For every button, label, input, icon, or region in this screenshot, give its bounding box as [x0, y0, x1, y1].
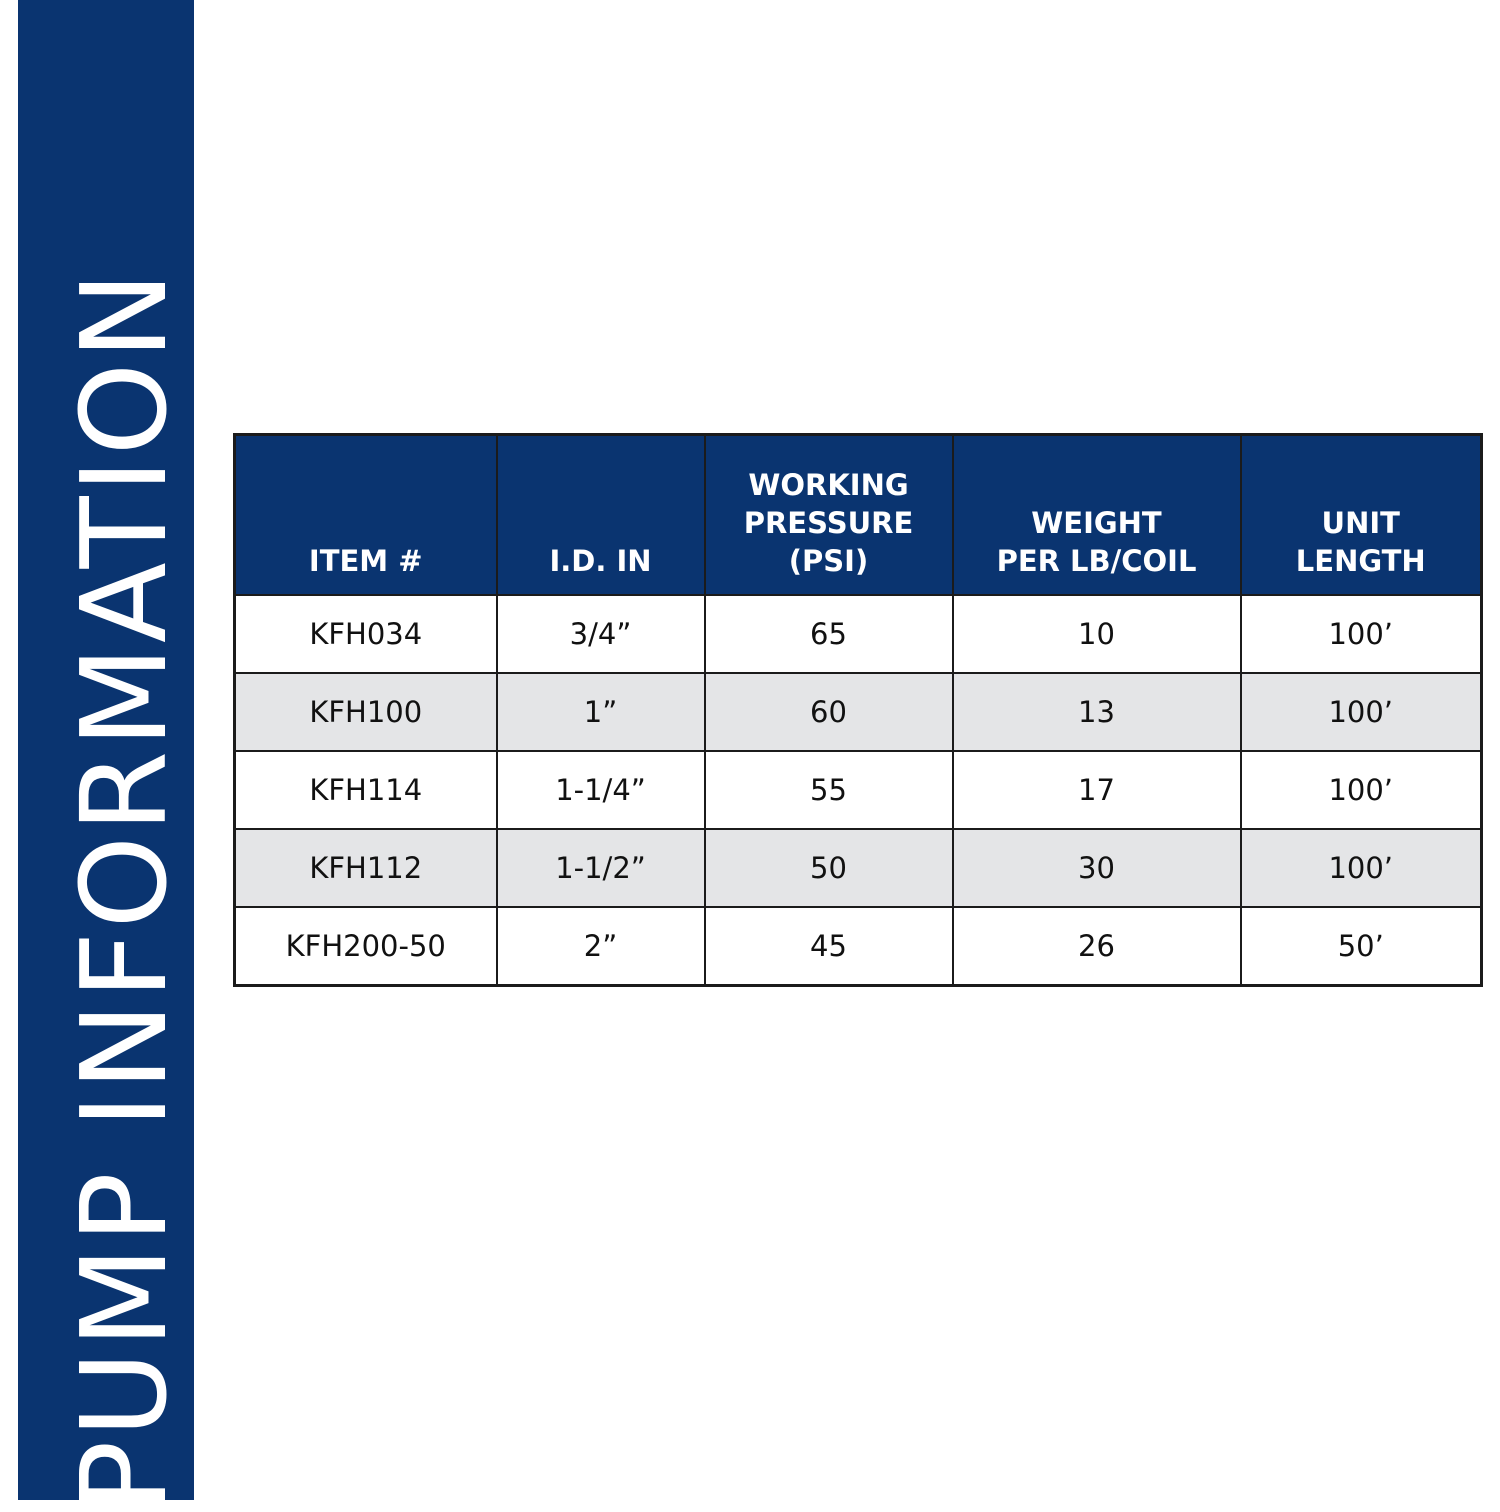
side-banner [18, 0, 194, 1512]
table-cell-length: 100’ [1241, 595, 1482, 673]
spec-table [233, 433, 1483, 987]
column-header-unit-length: UNIT LENGTH [1241, 435, 1482, 595]
table-cell-item: KFH034 [235, 595, 497, 673]
table-cell-item: KFH200-50 [235, 907, 497, 986]
table-cell-pressure: 50 [705, 829, 953, 907]
table-cell-item: KFH112 [235, 829, 497, 907]
table-cell-weight: 13 [953, 673, 1241, 751]
table-cell-id: 1-1/2” [497, 829, 705, 907]
table-cell-length: 50’ [1241, 907, 1482, 986]
table-cell-length: 100’ [1241, 751, 1482, 829]
table-cell-weight: 17 [953, 751, 1241, 829]
column-header-item: ITEM # [235, 435, 497, 595]
table-row [235, 751, 1482, 829]
table-cell-id: 2” [497, 907, 705, 986]
table-cell-id: 1” [497, 673, 705, 751]
table-cell-weight: 10 [953, 595, 1241, 673]
column-header-id: I.D. IN [497, 435, 705, 595]
table-cell-pressure: 60 [705, 673, 953, 751]
table-row [235, 829, 1482, 907]
table-row [235, 907, 1482, 986]
table-header-row [235, 435, 1482, 595]
table-cell-item: KFH114 [235, 751, 497, 829]
table-cell-weight: 30 [953, 829, 1241, 907]
table-cell-weight: 26 [953, 907, 1241, 986]
column-header-working-pressure: WORKING PRESSURE (PSI) [705, 435, 953, 595]
table-cell-id: 3/4” [497, 595, 705, 673]
page-title: PUMP INFORMATION [55, 268, 193, 1512]
table-cell-item: KFH100 [235, 673, 497, 751]
table-cell-length: 100’ [1241, 829, 1482, 907]
table-cell-pressure: 45 [705, 907, 953, 986]
table-row [235, 595, 1482, 673]
table-cell-pressure: 65 [705, 595, 953, 673]
table-cell-pressure: 55 [705, 751, 953, 829]
table-row [235, 673, 1482, 751]
table-cell-length: 100’ [1241, 673, 1482, 751]
table-cell-id: 1-1/4” [497, 751, 705, 829]
column-header-weight: WEIGHT PER LB/COIL [953, 435, 1241, 595]
